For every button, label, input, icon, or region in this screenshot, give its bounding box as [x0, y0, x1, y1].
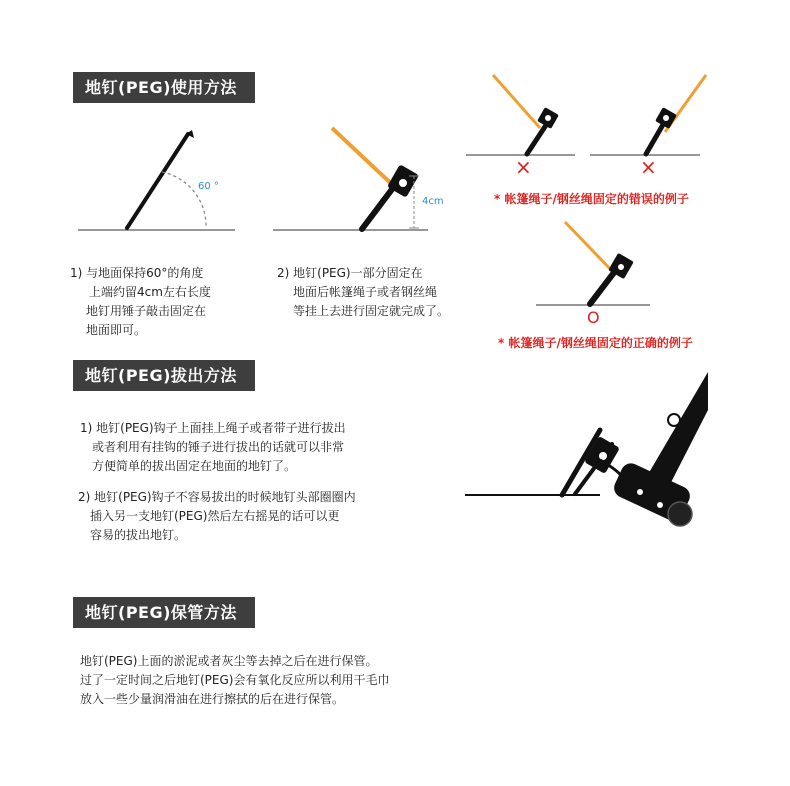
wrong-example-1	[466, 75, 575, 155]
removal-step-2	[78, 488, 356, 545]
removal-step-1-line: 或者利用有挂钩的锤子进行拔出的话就可以非常	[92, 440, 345, 454]
storage-section-header: 地钉(PEG)保管方法	[73, 597, 255, 628]
peg-angle-diagram	[78, 130, 235, 230]
usage-step-1-line: 上端约留4cm左右长度	[89, 285, 211, 299]
peg-height-diagram	[273, 128, 428, 230]
wrong-caption: * 帐篷绳子/钢丝绳固定的错误的例子	[494, 192, 689, 206]
height-label: 4cm	[422, 196, 444, 207]
storage-line: 地钉(PEG)上面的淤泥或者灰尘等去掉之后在进行保管。	[80, 654, 378, 668]
right-example	[536, 222, 650, 305]
removal-step-2-line: 2) 地钉(PEG)钩子不容易拔出的时候地钉头部圈圈内	[78, 490, 356, 504]
usage-step-1-line: 1) 与地面保持60°的角度	[70, 266, 204, 280]
usage-section-header: 地钉(PEG)使用方法	[73, 72, 255, 103]
angle-label: 60 °	[198, 181, 219, 192]
usage-step-1-line: 地钉用锤子敲击固定在	[86, 304, 207, 318]
storage-line: 放入一些少量润滑油在进行擦拭的后在进行保管。	[80, 692, 345, 706]
usage-step-2-line: 地面后帐篷绳子或者钢丝绳	[293, 285, 438, 299]
usage-step-2-line: 2) 地钉(PEG)一部分固定在	[277, 266, 423, 280]
wrong-example-2	[590, 75, 706, 155]
removal-step-1-line: 方便简单的拔出固定在地面的地钉了。	[92, 459, 297, 473]
removal-section-header: 地钉(PEG)拔出方法	[73, 360, 255, 391]
removal-step-1	[80, 419, 346, 476]
removal-step-1-line: 1) 地钉(PEG)钩子上面挂上绳子或者带子进行拔出	[80, 421, 346, 435]
storage-text	[80, 652, 389, 709]
wrong-mark-2: ×	[640, 155, 657, 179]
usage-step-1-line: 地面即可。	[86, 323, 147, 337]
removal-step-2-line: 容易的拔出地钉。	[90, 528, 187, 542]
removal-diagram	[465, 372, 708, 526]
usage-step-1	[70, 264, 211, 340]
right-caption: * 帐篷绳子/钢丝绳固定的正确的例子	[498, 336, 693, 350]
usage-step-2-line: 等挂上去进行固定就完成了。	[293, 304, 450, 318]
usage-step-2	[277, 264, 449, 321]
right-mark: O	[587, 308, 600, 327]
removal-step-2-line: 插入另一支地钉(PEG)然后左右摇晃的话可以更	[90, 509, 340, 523]
storage-line: 过了一定时间之后地钉(PEG)会有氧化反应所以利用干毛巾	[80, 673, 390, 687]
wrong-mark-1: ×	[515, 155, 532, 179]
